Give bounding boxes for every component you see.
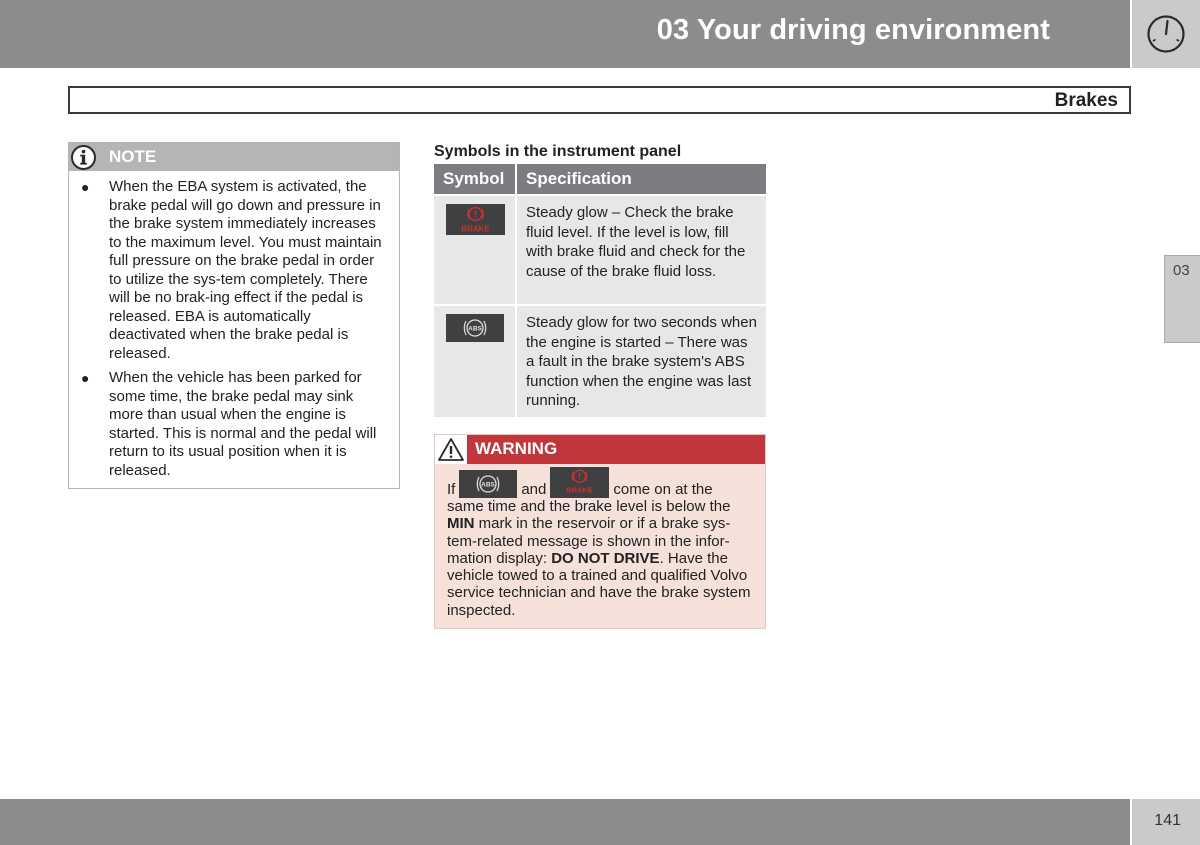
note-box	[68, 142, 400, 489]
table-row	[434, 196, 766, 306]
footer-band	[0, 799, 1130, 845]
note-label: NOTE	[109, 147, 157, 166]
page-number-box	[1132, 799, 1200, 845]
bullet-icon: ●	[81, 179, 90, 195]
brake-lamp-text: BRAKE	[461, 224, 490, 234]
warning-do-not-drive: DO NOT DRIVE	[551, 549, 660, 567]
warning-text-come-on: come on at the	[613, 480, 713, 498]
chapter-icon-box	[1132, 0, 1200, 68]
bullet-icon: ●	[81, 370, 90, 386]
warning-header	[435, 435, 765, 464]
brake-warning-lamp-icon	[446, 204, 505, 235]
warning-text-a: same time and the brake level is below the	[447, 498, 731, 515]
column-header-specification: Specification	[517, 164, 766, 196]
gauge-icon	[1146, 14, 1186, 54]
table-header-row	[434, 164, 766, 196]
brake-warning-lamp-icon	[550, 467, 609, 498]
note-header	[69, 143, 399, 171]
brake-lamp-text: BRAKE	[566, 485, 594, 495]
warning-text-c: . Have the vehicle towed to a trained and qualified Volvo service technician and have the brake system inspected.	[447, 549, 751, 619]
warning-first-line	[447, 469, 753, 498]
brake-lamp-graphic	[550, 467, 609, 496]
page-number: 141	[1154, 812, 1181, 829]
chapter-title: 03 Your driving environment	[656, 14, 1050, 46]
info-icon	[70, 144, 97, 171]
symbols-table	[434, 164, 766, 417]
column-header-symbol: Symbol	[434, 164, 517, 196]
note-item-text: When the vehicle has been parked for some time, the brake pedal may sink more than usual when the engine is started. This is normal and the pedal will return to its usual position when it is released.	[109, 369, 377, 479]
warning-triangle-icon	[437, 437, 465, 462]
warning-min-mark: MIN	[447, 515, 475, 533]
abs-lamp-text: ABS	[468, 325, 482, 333]
warning-text-and: and	[521, 480, 547, 498]
warning-text-b: mark in the reservoir or if a brake sys-tem-related message is shown in the infor-mation display:	[447, 515, 731, 567]
note-item	[81, 369, 387, 480]
note-list	[69, 171, 399, 480]
abs-warning-lamp-icon	[446, 314, 504, 342]
symbols-heading: Symbols in the instrument panel	[434, 143, 682, 160]
warning-icon-box	[435, 435, 467, 464]
section-bar	[68, 86, 1131, 114]
warning-text-if: If	[447, 480, 456, 498]
abs-lamp-text: ABS	[481, 481, 496, 489]
abs-lamp-graphic	[446, 314, 504, 342]
specification-cell: Steady glow – Check the brake fluid level. If the level is low, fill with brake fluid and check for the cause of the brake fluid loss.	[517, 196, 766, 306]
warning-body	[435, 464, 765, 619]
note-item	[81, 178, 387, 363]
warning-box	[434, 434, 766, 629]
abs-warning-lamp-icon	[459, 470, 517, 498]
side-tab-label: 03	[1173, 262, 1190, 279]
specification-cell: Steady glow for two seconds when the engine is started – There was a fault in the brake system's ABS function when the engine was last running.	[517, 306, 766, 417]
section-title: Brakes	[1054, 90, 1118, 111]
note-item-text: When the EBA system is activated, the brake pedal will go down and pressure in the brake system immediately increases to the maximum level. You must maintain full pressure on the brake pedal in order to utilize the sys-tem completely. There will be no brak-ing effect if the pedal is released. EBA is automatically deactivated when the brake pedal is released.	[109, 178, 382, 362]
brake-lamp-graphic	[446, 204, 505, 235]
abs-lamp-graphic	[459, 470, 517, 498]
symbol-cell	[434, 306, 517, 417]
warning-label: WARNING	[475, 439, 558, 458]
table-row	[434, 306, 766, 417]
warning-paragraph	[447, 498, 753, 619]
header-band	[0, 0, 1130, 68]
symbol-cell	[434, 196, 517, 306]
chapter-side-tab[interactable]	[1164, 255, 1200, 343]
